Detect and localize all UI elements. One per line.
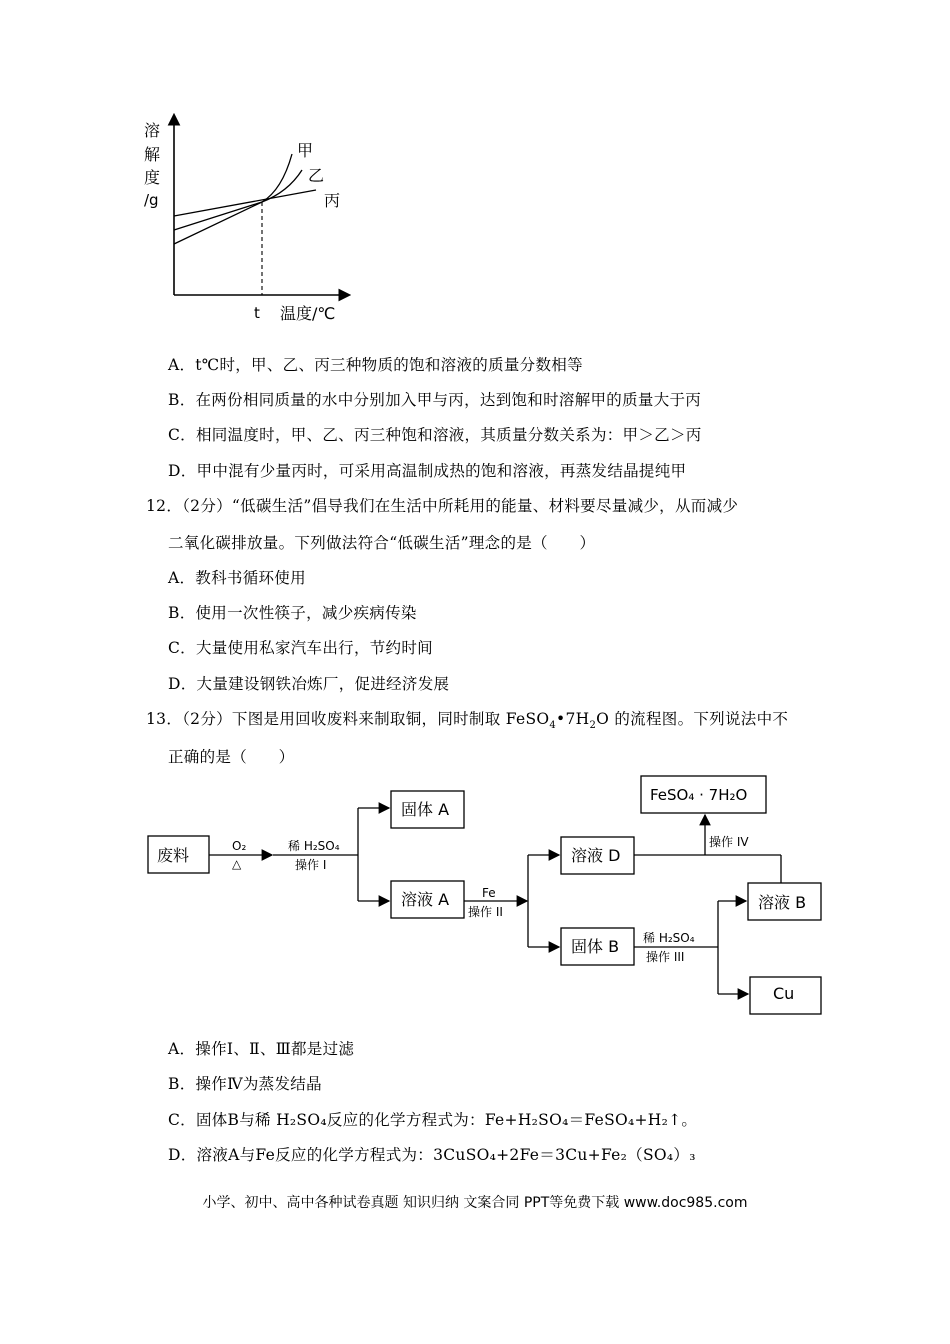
series-label-yi: 乙 <box>308 166 325 185</box>
label-solution-b: 溶液 B <box>758 893 807 912</box>
q12-stem-line2: 二氧化碳排放量。下列做法符合“低碳生活”理念的是（ ） <box>168 534 596 552</box>
series-line-bing <box>174 190 316 216</box>
q13-option-a: A．操作Ⅰ、Ⅱ、Ⅲ都是过滤 <box>168 1040 355 1058</box>
solubility-chart <box>130 110 360 325</box>
label-heat: △ <box>232 857 242 871</box>
ylabel-char-3: 度 <box>144 168 161 187</box>
q12-option-a: A．教科书循环使用 <box>168 569 306 587</box>
q12-option-c: C．大量使用私家汽车出行，节约时间 <box>168 639 433 657</box>
q11-option-a: A．t℃时，甲、乙、丙三种物质的饱和溶液的质量分数相等 <box>168 356 583 374</box>
q13-stem-line2: 正确的是（ ） <box>168 748 295 766</box>
label-o2: O₂ <box>232 839 247 853</box>
label-product: FeSO₄ · 7H₂O <box>650 786 748 804</box>
process-flowchart <box>140 770 840 1020</box>
label-solution-d: 溶液 D <box>571 846 621 865</box>
ylabel-char-2: 解 <box>144 145 161 164</box>
q13-option-d: D．溶液A与Fe反应的化学方程式为：3CuSO₄+2Fe＝3Cu+Fe₂（SO₄）₃ <box>168 1146 696 1164</box>
q13-option-b: B．操作Ⅳ为蒸发结晶 <box>168 1075 322 1093</box>
label-solid-b: 固体 B <box>571 937 620 956</box>
label-op-1: 操作 I <box>295 858 327 872</box>
x-axis-label: 温度/℃ <box>280 304 336 323</box>
label-acid-1: 稀 H₂SO₄ <box>288 839 340 853</box>
ylabel-char-4: /g <box>144 191 159 209</box>
label-fe: Fe <box>482 886 496 900</box>
q13-option-c: C．固体B与稀 H₂SO₄反应的化学方程式为：Fe+H₂SO₄＝FeSO₄+H₂↑。 <box>168 1111 698 1129</box>
label-solution-a: 溶液 A <box>401 890 450 909</box>
q12-option-d: D．大量建设钢铁冶炼厂，促进经济发展 <box>168 675 450 693</box>
label-op-2: 操作 II <box>468 905 503 919</box>
q13-stem-line1: 13．（2分）下图是用回收废料来制取铜，同时制取 $FeSO_4•7H_2O$ 的流程图。下列说法中不 <box>146 710 789 732</box>
series-label-bing: 丙 <box>324 191 341 210</box>
label-cu: Cu <box>773 984 795 1003</box>
q11-option-d: D．甲中混有少量丙时，可采用高温制成热的饱和溶液，再蒸发结晶提纯甲 <box>168 462 687 480</box>
x-tick-t: t <box>254 304 260 322</box>
label-waste: 废料 <box>157 846 190 865</box>
label-op-3: 操作 III <box>646 950 685 964</box>
series-line-jia <box>174 154 292 244</box>
q11-option-c: C．相同温度时，甲、乙、丙三种饱和溶液，其质量分数关系为：甲＞乙＞丙 <box>168 426 702 444</box>
page-footer: 小学、初中、高中各种试卷真题 知识归纳 文案合同 PPT等免费下载 www.doc985.com <box>202 1195 748 1211</box>
label-op-4: 操作 IV <box>709 835 749 849</box>
q11-option-b: B．在两份相同质量的水中分别加入甲与丙，达到饱和时溶解甲的质量大于丙 <box>168 391 702 409</box>
q12-stem-line1: 12．（2分）“低碳生活”倡导我们在生活中所耗用的能量、材料要尽量减少，从而减少 <box>146 497 739 515</box>
label-solid-a: 固体 A <box>401 800 450 819</box>
series-label-jia: 甲 <box>297 141 314 160</box>
q12-option-b: B．使用一次性筷子，减少疾病传染 <box>168 604 417 622</box>
label-acid-3: 稀 H₂SO₄ <box>643 931 695 945</box>
ylabel-char-1: 溶 <box>144 121 161 140</box>
